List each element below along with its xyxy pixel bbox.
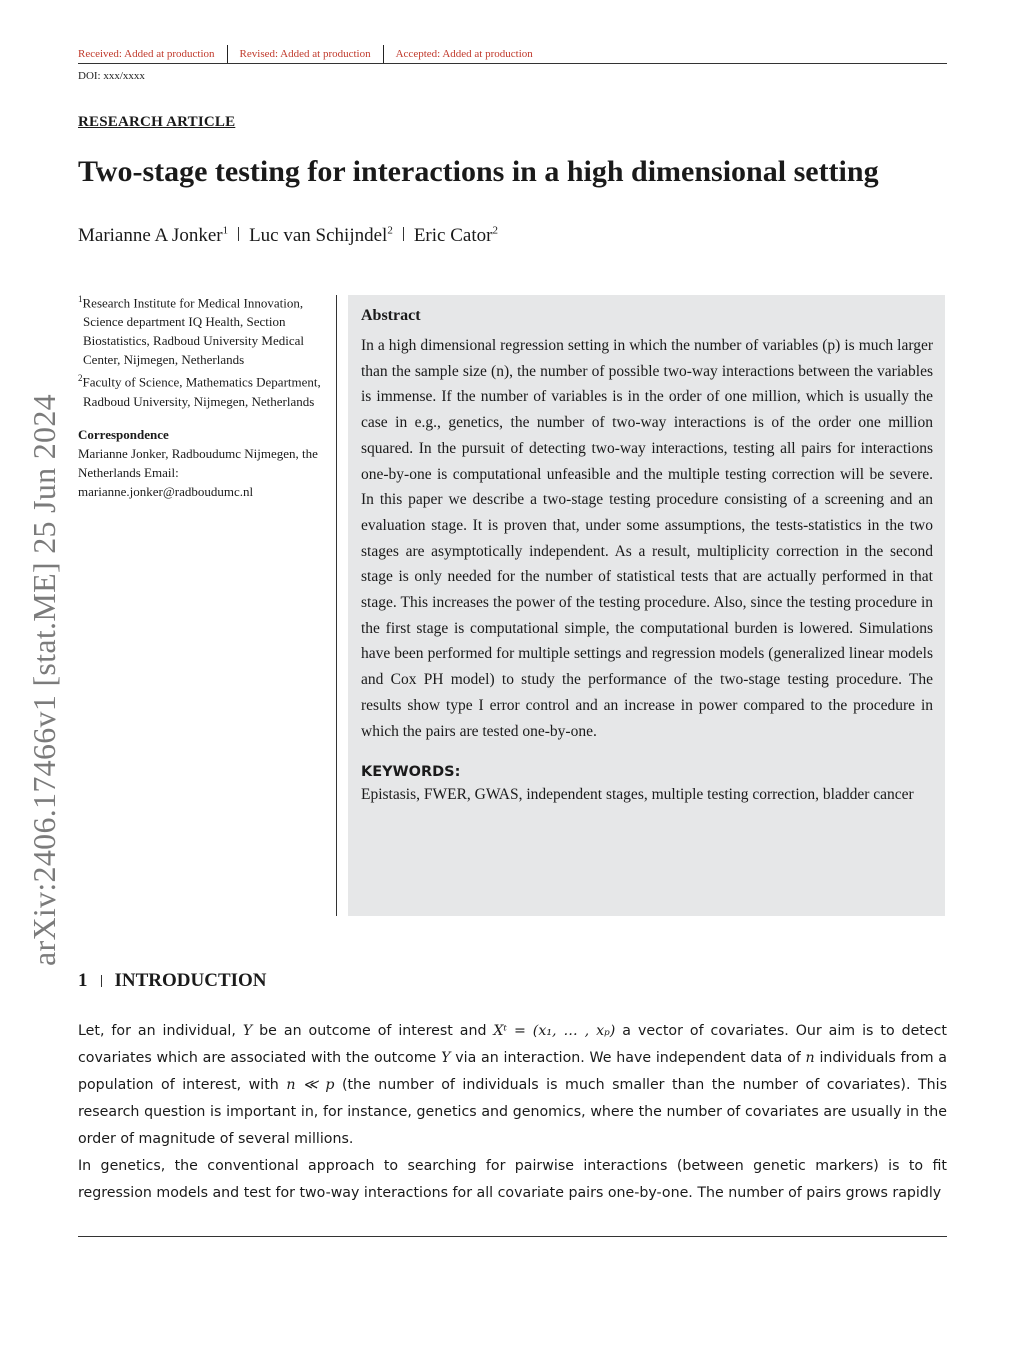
paper-title: Two-stage testing for interactions in a high dimensional setting xyxy=(78,155,879,188)
author: Luc van Schijndel$^2$ xyxy=(249,224,393,246)
doi: DOI: xxx/xxxx xyxy=(78,70,145,82)
abstract-box xyxy=(348,295,945,916)
correspondence-heading: Correspondence xyxy=(78,426,169,442)
header-rule xyxy=(78,63,947,64)
section-divider xyxy=(101,975,102,987)
revised-date: Revised: Added at production xyxy=(239,48,371,60)
author-divider xyxy=(238,227,239,241)
paragraph: Let, for an individual, Y be an outcome of interest and Xᵗ = (x₁, … , xₚ) a vector of covariates. Our aim is to detect covariates which are associated with the outcome Y via an interaction. We have independent data of n individuals from a population of interest, with n ≪ p (the number of individuals is much smaller than the number of covariates). This research question is important in, for instance, genetics and genomics, where the number of covariates are usually in the order of magnitude of several millions. xyxy=(78,1023,948,1147)
keywords-heading: KEYWORDS: xyxy=(361,764,461,781)
keywords-text: Epistasis, FWER, GWAS, independent stages, multiple testing correction, bladder cancer xyxy=(361,786,914,804)
affiliations xyxy=(78,290,328,501)
column-divider xyxy=(336,295,337,916)
section-heading xyxy=(78,970,267,992)
author: Marianne A Jonker$^1$ xyxy=(78,224,229,246)
abstract-heading: Abstract xyxy=(361,307,421,324)
publication-dates xyxy=(78,45,545,63)
author: Eric Cator$^2$ xyxy=(413,224,498,246)
author-list xyxy=(78,225,498,247)
section-title: INTRODUCTION xyxy=(114,970,267,991)
abstract-text: In a high dimensional regression setting in which the number of variables (p) is much larger than the sample size (n), the number of possible two-way interactions between the variables is immense. If the number of variables is in the order of one million, which is usually the case in e.g., genetics, the number of two-way interactions is of the order one million squared. In the pursuit of detecting two-way interactions, testing all pairs for interactions one-by-one is computational unfeasible and the multiple testing correction will be severe. In this paper we describe a two-stage testing procedure consisting of a screening and an evaluation stage. It is proven that, under some assumptions, the tests-statistics in the two stages are asymptotically independent. As a result, multiplicity correction in the second stage is only needed for the number of statistical tests that are actually performed in that stage. This increases the power of the testing procedure. Also, since the testing procedure in the first stage is computational simple, the computational burden is lowered. Simulations have been performed for multiple settings and regression models (generalized linear models and Cox PH model) to study the performance of the two-stage testing procedure. The results show type I error control and an increase in power compared to the procedure in which the pairs are tested one-by-one. xyxy=(361,337,933,740)
body-text xyxy=(78,1018,947,1207)
received-date: Received: Added at production xyxy=(78,48,215,60)
section-number: 1 xyxy=(78,970,88,991)
affiliation: $^2$Faculty of Science, Mathematics Department, Radboud University, Nijmegen, Netherlands xyxy=(78,373,321,409)
footer-rule xyxy=(78,1236,947,1237)
article-type: RESEARCH ARTICLE xyxy=(78,114,236,130)
affiliation: $^1$Research Institute for Medical Innovation, Science department IQ Health, Section Biostatistics, Radboud University Medical Center, Nijmegen, Netherlands xyxy=(78,294,304,368)
paragraph: In genetics, the conventional approach to searching for pairwise interactions (between genetic markers) is to fit regression models and test for two-way interactions for all covariate pairs one-by-one. The number of pairs grows rapidly xyxy=(78,1158,947,1201)
accepted-date: Accepted: Added at production xyxy=(395,48,533,60)
correspondence-text: Marianne Jonker, Radboudumc Nijmegen, the Netherlands Email: marianne.jonker@radboudumc.nl xyxy=(78,445,318,499)
arxiv-stamp[interactable]: arXiv:2406.17466v1 [stat.ME] 25 Jun 2024 xyxy=(26,394,62,966)
author-divider xyxy=(403,227,404,241)
